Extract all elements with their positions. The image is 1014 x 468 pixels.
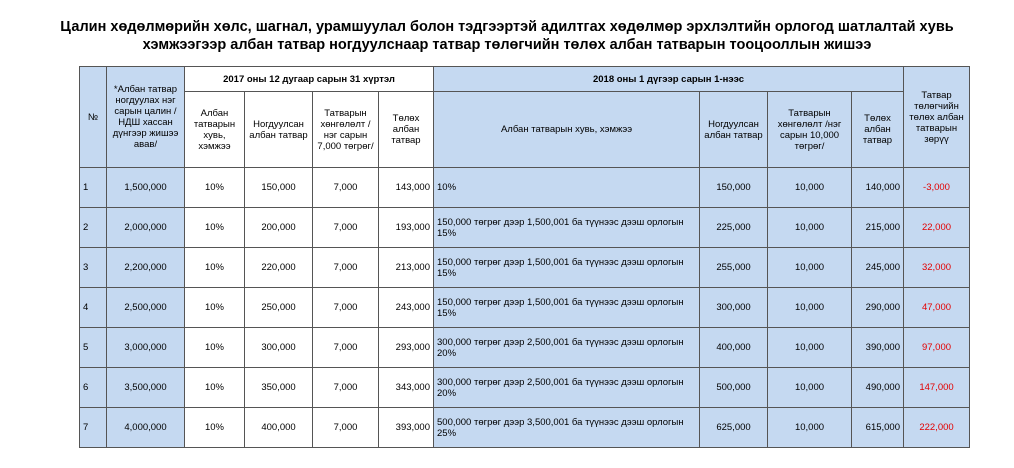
header-relief-2018: Татварын хөнгөлөлт /нэг сарын 10,000 төгрөг/ [768, 92, 852, 168]
cell-assessed-2017: 350,000 [245, 368, 313, 408]
table-row [80, 288, 970, 328]
table-row [80, 328, 970, 368]
cell-assessed-2018: 400,000 [700, 328, 768, 368]
header-group-row [80, 67, 970, 92]
cell-relief-2017: 7,000 [313, 248, 379, 288]
header-group-2017: 2017 оны 12 дугаар сарын 31 хүртэл [185, 67, 434, 92]
cell-rate-2017: 10% [185, 408, 245, 448]
cell-assessed-2018: 625,000 [700, 408, 768, 448]
cell-no: 7 [80, 408, 107, 448]
cell-no: 1 [80, 168, 107, 208]
cell-assessed-2018: 300,000 [700, 288, 768, 328]
cell-relief-2017: 7,000 [313, 328, 379, 368]
cell-no: 3 [80, 248, 107, 288]
cell-payable-2018: 290,000 [852, 288, 904, 328]
cell-salary: 3,000,000 [107, 328, 185, 368]
cell-assessed-2017: 250,000 [245, 288, 313, 328]
header-group-2018: 2018 оны 1 дүгээр сарын 1-нээс [434, 67, 904, 92]
cell-assessed-2018: 225,000 [700, 208, 768, 248]
cell-salary: 2,500,000 [107, 288, 185, 328]
cell-assessed-2017: 300,000 [245, 328, 313, 368]
cell-payable-2018: 140,000 [852, 168, 904, 208]
cell-rate-2018: 300,000 төгрөг дээр 2,500,001 ба түүнээс дээш орлогын 20% [434, 368, 700, 408]
cell-assessed-2018: 500,000 [700, 368, 768, 408]
cell-rate-2017: 10% [185, 288, 245, 328]
cell-payable-2018: 390,000 [852, 328, 904, 368]
header-no: № [80, 67, 107, 168]
cell-relief-2017: 7,000 [313, 288, 379, 328]
cell-payable-2018: 490,000 [852, 368, 904, 408]
title-line-2: хэмжээгээр албан татвар ногдуулснаар татвар төлөгчийн төлөх албан татварын тооцооллын жишээ [142, 37, 872, 53]
table-row [80, 208, 970, 248]
header-diff: Татвар төлөгчийн төлөх албан татварын зөрүү [904, 67, 970, 168]
cell-diff: -3,000 [904, 168, 970, 208]
cell-diff: 22,000 [904, 208, 970, 248]
cell-no: 6 [80, 368, 107, 408]
title-line-1: Цалин хөдөлмөрийн хөлс, шагнал, урамшуулал болон тэдгээртэй адилтгах хөдөлмөр эрхлэлтийн орлогод шатлалтай хувь [60, 19, 954, 35]
cell-salary: 2,000,000 [107, 208, 185, 248]
cell-assessed-2018: 255,000 [700, 248, 768, 288]
header-rate-2017: Албан татварын хувь, хэмжээ [185, 92, 245, 168]
cell-salary: 2,200,000 [107, 248, 185, 288]
cell-assessed-2017: 400,000 [245, 408, 313, 448]
table-row [80, 408, 970, 448]
cell-no: 4 [80, 288, 107, 328]
table-row [80, 248, 970, 288]
cell-payable-2018: 245,000 [852, 248, 904, 288]
cell-no: 2 [80, 208, 107, 248]
header-payable-2018: Төлөх албан татвар [852, 92, 904, 168]
cell-rate-2018: 150,000 төгрөг дээр 1,500,001 ба түүнээс дээш орлогын 15% [434, 248, 700, 288]
cell-payable-2017: 243,000 [379, 288, 434, 328]
header-assessed-2017: Ногдуулсан албан татвар [245, 92, 313, 168]
cell-salary: 3,500,000 [107, 368, 185, 408]
header-rate-2018: Албан татварын хувь, хэмжээ [434, 92, 700, 168]
cell-diff: 32,000 [904, 248, 970, 288]
cell-relief-2018: 10,000 [768, 328, 852, 368]
cell-relief-2017: 7,000 [313, 208, 379, 248]
cell-diff: 222,000 [904, 408, 970, 448]
cell-rate-2017: 10% [185, 248, 245, 288]
table-row [80, 168, 970, 208]
cell-relief-2018: 10,000 [768, 368, 852, 408]
header-relief-2017: Татварын хөнгөлөлт /нэг сарын 7,000 төгрөг/ [313, 92, 379, 168]
cell-payable-2017: 343,000 [379, 368, 434, 408]
cell-assessed-2017: 220,000 [245, 248, 313, 288]
cell-rate-2018: 300,000 төгрөг дээр 2,500,001 ба түүнээс дээш орлогын 20% [434, 328, 700, 368]
table-row [80, 368, 970, 408]
cell-rate-2017: 10% [185, 368, 245, 408]
cell-no: 5 [80, 328, 107, 368]
cell-relief-2017: 7,000 [313, 168, 379, 208]
cell-relief-2018: 10,000 [768, 288, 852, 328]
cell-salary: 1,500,000 [107, 168, 185, 208]
cell-payable-2018: 215,000 [852, 208, 904, 248]
cell-rate-2018: 10% [434, 168, 700, 208]
cell-relief-2018: 10,000 [768, 168, 852, 208]
cell-assessed-2017: 200,000 [245, 208, 313, 248]
cell-relief-2017: 7,000 [313, 408, 379, 448]
cell-diff: 147,000 [904, 368, 970, 408]
cell-diff: 47,000 [904, 288, 970, 328]
cell-relief-2018: 10,000 [768, 208, 852, 248]
cell-relief-2018: 10,000 [768, 248, 852, 288]
tax-comparison-table [79, 66, 970, 448]
cell-assessed-2018: 150,000 [700, 168, 768, 208]
cell-salary: 4,000,000 [107, 408, 185, 448]
cell-rate-2018: 500,000 төгрөг дээр 3,500,001 ба түүнээс дээш орлогын 25% [434, 408, 700, 448]
cell-relief-2018: 10,000 [768, 408, 852, 448]
cell-payable-2018: 615,000 [852, 408, 904, 448]
cell-payable-2017: 193,000 [379, 208, 434, 248]
page-title [0, 18, 1014, 54]
header-assessed-2018: Ногдуулсан албан татвар [700, 92, 768, 168]
cell-rate-2018: 150,000 төгрөг дээр 1,500,001 ба түүнээс дээш орлогын 15% [434, 208, 700, 248]
cell-payable-2017: 143,000 [379, 168, 434, 208]
cell-diff: 97,000 [904, 328, 970, 368]
header-salary: *Албан татвар ногдуулах нэг сарын цалин /НДШ хассан дүнгээр жишээ авав/ [107, 67, 185, 168]
cell-rate-2017: 10% [185, 328, 245, 368]
cell-relief-2017: 7,000 [313, 368, 379, 408]
cell-payable-2017: 393,000 [379, 408, 434, 448]
cell-payable-2017: 213,000 [379, 248, 434, 288]
cell-rate-2018: 150,000 төгрөг дээр 1,500,001 ба түүнээс дээш орлогын 15% [434, 288, 700, 328]
cell-rate-2017: 10% [185, 208, 245, 248]
header-columns-row [80, 92, 970, 168]
cell-payable-2017: 293,000 [379, 328, 434, 368]
cell-rate-2017: 10% [185, 168, 245, 208]
header-payable-2017: Төлөх албан татвар [379, 92, 434, 168]
cell-assessed-2017: 150,000 [245, 168, 313, 208]
